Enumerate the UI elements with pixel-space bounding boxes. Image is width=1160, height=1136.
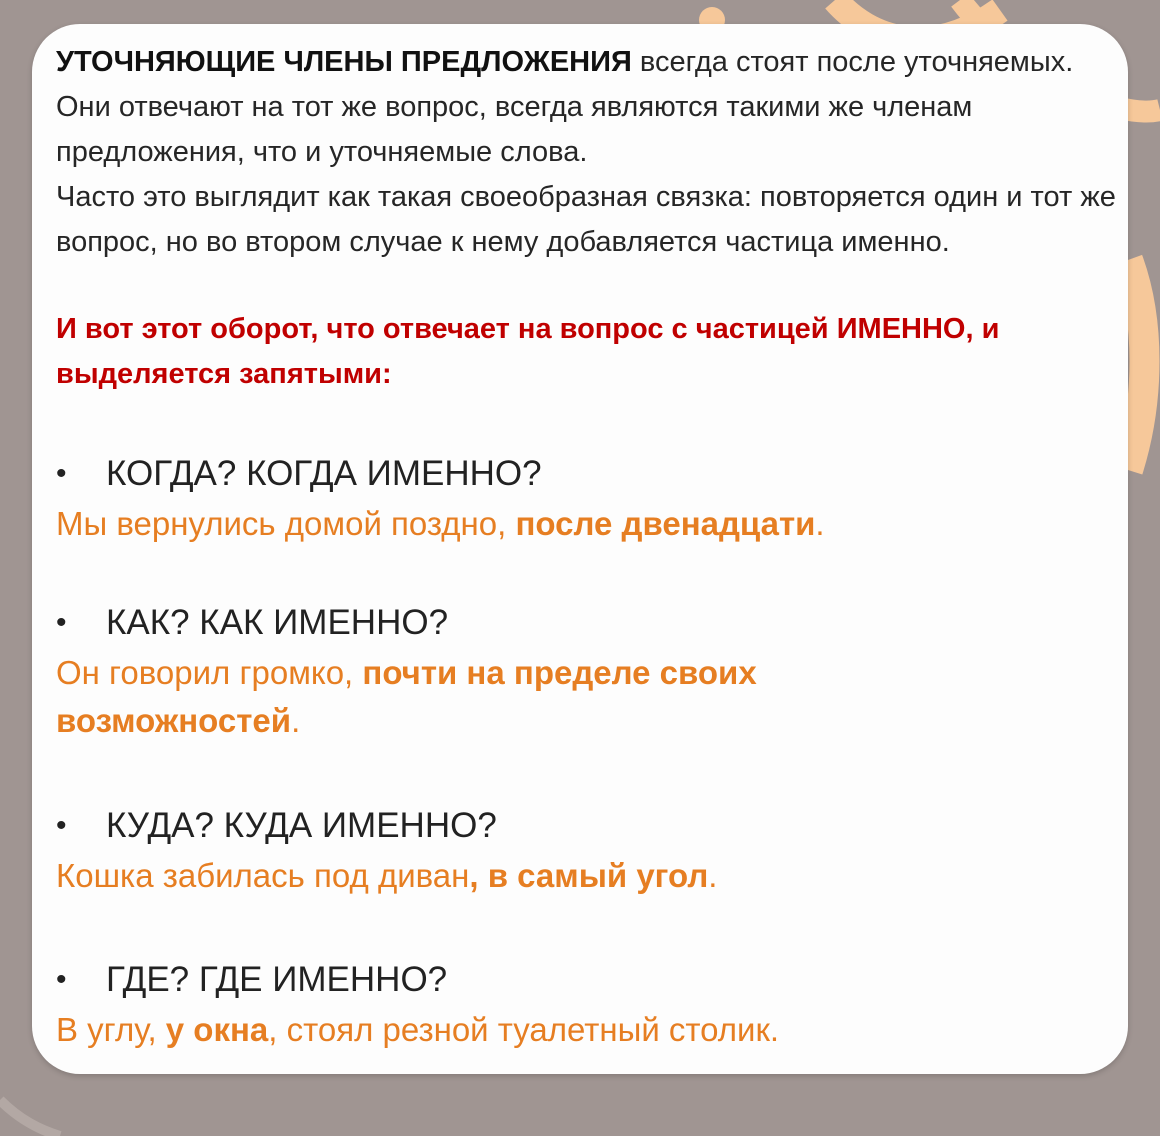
example-plain: В углу,	[56, 1011, 166, 1048]
example-highlight: почти на пределе своих возможностей	[56, 654, 757, 739]
question-text: КУДА? КУДА ИМЕННО?	[106, 806, 497, 845]
question-text: КОГДА? КОГДА ИМЕННО?	[106, 454, 542, 493]
section-where	[56, 954, 1106, 1054]
example-plain: Кошка забилась под диван	[56, 857, 470, 894]
question-line	[56, 800, 1106, 852]
example-tail: .	[708, 857, 718, 894]
section-when	[56, 448, 1106, 548]
definition-text: всегда стоят после уточняемых. Они отвечают на тот же вопрос, всегда являются такими же членам предложения, что и уточняемые слова.	[56, 46, 1074, 168]
example-plain: Мы вернулись домой поздно,	[56, 505, 516, 542]
example-sentence	[56, 1006, 1106, 1054]
question-text: ГДЕ? ГДЕ ИМЕННО?	[106, 960, 448, 999]
section-how	[56, 597, 1106, 745]
section-where-to	[56, 800, 1106, 900]
intro-paragraph-1	[56, 40, 1116, 175]
question-line	[56, 954, 1106, 1006]
example-highlight: после двенадцати	[515, 505, 816, 542]
question-line	[56, 597, 1106, 649]
emphasis-note: И вот этот оборот, что отвечает на вопрос с частицей ИМЕННО, и выделяется запятыми:	[56, 313, 1000, 390]
example-sentence	[56, 852, 1106, 900]
question-line	[56, 448, 1106, 500]
intro-text	[56, 40, 1116, 265]
bullet-icon: •	[56, 809, 67, 842]
example-highlight: , в самый угол	[469, 857, 709, 894]
definition-term: УТОЧНЯЮЩИЕ ЧЛЕНЫ ПРЕДЛОЖЕНИЯ	[56, 46, 632, 78]
example-tail: .	[815, 505, 825, 542]
example-sentence	[56, 649, 916, 745]
example-highlight: у окна	[165, 1011, 269, 1048]
bullet-icon: •	[56, 457, 67, 490]
example-sentence	[56, 500, 1106, 548]
question-text: КАК? КАК ИМЕННО?	[106, 603, 449, 642]
bullet-icon: •	[56, 963, 67, 996]
example-tail: , стоял резной туалетный столик.	[268, 1011, 780, 1048]
bullet-icon: •	[56, 606, 67, 639]
example-tail: .	[291, 702, 301, 739]
intro-paragraph-2: Часто это выглядит как такая своеобразная связка: повторяется один и тот же вопрос, но во втором случае к нему добавляется частица именно.	[56, 181, 1116, 258]
example-plain: Он говорил громко,	[56, 654, 363, 691]
